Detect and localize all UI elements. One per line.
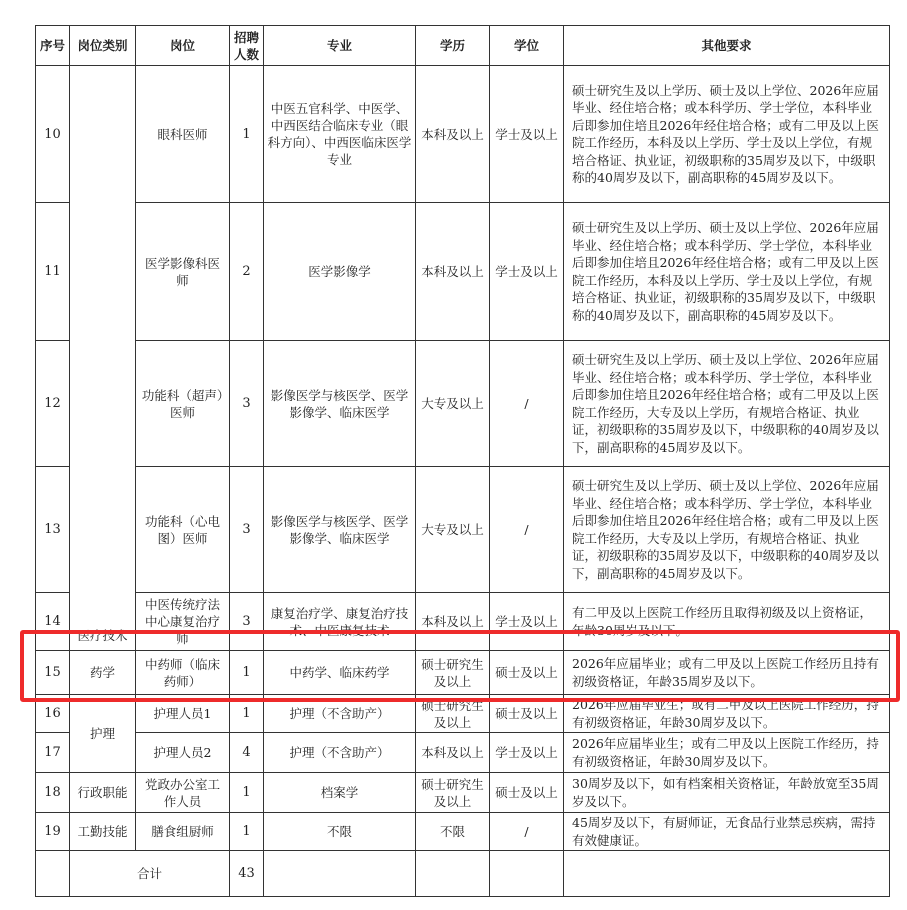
header-degree: 学位 bbox=[490, 26, 564, 66]
cell-category: 药学 bbox=[70, 651, 136, 695]
cell-count: 3 bbox=[230, 467, 264, 593]
cell-empty bbox=[490, 851, 564, 897]
cell-count: 2 bbox=[230, 203, 264, 341]
cell-seq: 16 bbox=[36, 695, 70, 733]
cell-degree: 硕士及以上 bbox=[490, 695, 564, 733]
cell-category: 护理 bbox=[70, 695, 136, 773]
cell-education: 硕士研究生及以上 bbox=[416, 651, 490, 695]
cell-other: 硕士研究生及以上学历、硕士及以上学位、2026年应届毕业、经住培合格；或本科学历、学士学位，本科毕业后即参加住培且2026年经住培合格；或有二甲及以上医院工作经历，本科及以上学历、学士及以上学位，有规培合格证、执业证，初级职称的35周岁及以下，中级职称的40周岁及以下，副高职称的45周岁及以下。 bbox=[564, 203, 890, 341]
cell-other: 硕士研究生及以上学历、硕士及以上学位、2026年应届毕业、经住培合格；或本科学历、学士学位，本科毕业后即参加住培且2026年经住培合格；或有二甲及以上医院工作经历，大专及以上学历，有规培合格证、执业证，初级职称的35周岁及以下，中级职称的40周岁及以下，副高职称的45周岁及以下。 bbox=[564, 341, 890, 467]
cell-education: 硕士研究生及以上 bbox=[416, 773, 490, 813]
table-row bbox=[36, 813, 890, 851]
cell-degree: 学士及以上 bbox=[490, 733, 564, 773]
cell-major: 中药学、临床药学 bbox=[264, 651, 416, 695]
cell-other: 30周岁及以下，如有档案相关资格证，年龄放宽至35周岁及以下。 bbox=[564, 773, 890, 813]
header-other: 其他要求 bbox=[564, 26, 890, 66]
cell-degree: / bbox=[490, 341, 564, 467]
cell-post: 护理人员2 bbox=[136, 733, 230, 773]
recruitment-table bbox=[35, 25, 890, 897]
header-education: 学历 bbox=[416, 26, 490, 66]
cell-degree: 硕士及以上 bbox=[490, 773, 564, 813]
table-row bbox=[36, 203, 890, 341]
cell-degree: 硕士及以上 bbox=[490, 651, 564, 695]
cell-education: 大专及以上 bbox=[416, 467, 490, 593]
cell-empty bbox=[564, 851, 890, 897]
header-major: 专业 bbox=[264, 26, 416, 66]
table-row bbox=[36, 66, 890, 203]
cell-degree: 学士及以上 bbox=[490, 66, 564, 203]
cell-category: 医疗技术 bbox=[70, 66, 136, 651]
header-count: 招聘人数 bbox=[230, 26, 264, 66]
cell-count: 3 bbox=[230, 341, 264, 467]
header-post: 岗位 bbox=[136, 26, 230, 66]
cell-other: 45周岁及以下，有厨师证，无食品行业禁忌疾病，需持有效健康证。 bbox=[564, 813, 890, 851]
cell-major: 中医五官科学、中医学、中西医结合临床专业（眼科方向）、中西医临床医学专业 bbox=[264, 66, 416, 203]
cell-major: 档案学 bbox=[264, 773, 416, 813]
cell-education: 本科及以上 bbox=[416, 593, 490, 651]
cell-other: 2026年应届毕业生；或有二甲及以上医院工作经历，持有初级资格证，年龄30周岁及以下。 bbox=[564, 695, 890, 733]
cell-other: 有二甲及以上医院工作经历且取得初级及以上资格证，年龄30周岁及以下。 bbox=[564, 593, 890, 651]
cell-empty bbox=[264, 851, 416, 897]
cell-post: 功能科（超声）医师 bbox=[136, 341, 230, 467]
cell-education: 硕士研究生及以上 bbox=[416, 695, 490, 733]
cell-count: 1 bbox=[230, 66, 264, 203]
cell-major: 医学影像学 bbox=[264, 203, 416, 341]
table-row bbox=[36, 733, 890, 773]
cell-seq: 19 bbox=[36, 813, 70, 851]
cell-category: 工勤技能 bbox=[70, 813, 136, 851]
cell-post: 膳食组厨师 bbox=[136, 813, 230, 851]
cell-seq: 15 bbox=[36, 651, 70, 695]
header-category: 岗位类别 bbox=[70, 26, 136, 66]
cell-major: 影像医学与核医学、医学影像学、临床医学 bbox=[264, 341, 416, 467]
cell-major: 影像医学与核医学、医学影像学、临床医学 bbox=[264, 467, 416, 593]
cell-empty bbox=[416, 851, 490, 897]
cell-seq: 17 bbox=[36, 733, 70, 773]
cell-education: 本科及以上 bbox=[416, 66, 490, 203]
cell-education: 大专及以上 bbox=[416, 341, 490, 467]
cell-major: 护理（不含助产） bbox=[264, 695, 416, 733]
cell-seq: 13 bbox=[36, 467, 70, 593]
cell-post: 党政办公室工作人员 bbox=[136, 773, 230, 813]
cell-seq: 12 bbox=[36, 341, 70, 467]
cell-seq: 18 bbox=[36, 773, 70, 813]
cell-category: 行政职能 bbox=[70, 773, 136, 813]
cell-other: 2026年应届毕业生；或有二甲及以上医院工作经历，持有初级资格证，年龄30周岁及以下。 bbox=[564, 733, 890, 773]
table-row bbox=[36, 341, 890, 467]
total-count: 43 bbox=[230, 851, 264, 897]
cell-degree: 学士及以上 bbox=[490, 593, 564, 651]
total-row bbox=[36, 851, 890, 897]
header-row bbox=[36, 26, 890, 66]
cell-post: 护理人员1 bbox=[136, 695, 230, 733]
table-row bbox=[36, 467, 890, 593]
cell-count: 1 bbox=[230, 813, 264, 851]
cell-seq: 11 bbox=[36, 203, 70, 341]
cell-seq: 10 bbox=[36, 66, 70, 203]
cell-major: 不限 bbox=[264, 813, 416, 851]
cell-seq: 14 bbox=[36, 593, 70, 651]
cell-major: 护理（不含助产） bbox=[264, 733, 416, 773]
cell-other: 硕士研究生及以上学历、硕士及以上学位、2026年应届毕业、经住培合格；或本科学历、学士学位，本科毕业后即参加住培且2026年经住培合格；或有二甲及以上医院工作经历，大专及以上学历，有规培合格证、执业证，初级职称的35周岁及以下，中级职称的40周岁及以下，副高职称的45周岁及以下。 bbox=[564, 467, 890, 593]
cell-degree: 学士及以上 bbox=[490, 203, 564, 341]
cell-education: 不限 bbox=[416, 813, 490, 851]
cell-count: 1 bbox=[230, 695, 264, 733]
table-row bbox=[36, 593, 890, 651]
table-row bbox=[36, 773, 890, 813]
cell-post: 中药师（临床药师） bbox=[136, 651, 230, 695]
cell-post: 功能科（心电图）医师 bbox=[136, 467, 230, 593]
cell-count: 1 bbox=[230, 651, 264, 695]
cell-other: 硕士研究生及以上学历、硕士及以上学位、2026年应届毕业、经住培合格；或本科学历、学士学位，本科毕业后即参加住培且2026年经住培合格；或有二甲及以上医院工作经历，本科及以上学历、学士及以上学位，有规培合格证、执业证，初级职称的35周岁及以下，中级职称的40周岁及以下，副高职称的45周岁及以下。 bbox=[564, 66, 890, 203]
cell-seq-empty bbox=[36, 851, 70, 897]
cell-major: 康复治疗学、康复治疗技术、中医康复技术 bbox=[264, 593, 416, 651]
header-seq: 序号 bbox=[36, 26, 70, 66]
table-row bbox=[36, 695, 890, 733]
cell-education: 本科及以上 bbox=[416, 203, 490, 341]
total-label: 合计 bbox=[70, 851, 230, 897]
cell-post: 医学影像科医师 bbox=[136, 203, 230, 341]
cell-count: 4 bbox=[230, 733, 264, 773]
table-row bbox=[36, 651, 890, 695]
cell-post: 中医传统疗法中心康复治疗师 bbox=[136, 593, 230, 651]
cell-count: 3 bbox=[230, 593, 264, 651]
cell-education: 本科及以上 bbox=[416, 733, 490, 773]
cell-degree: / bbox=[490, 813, 564, 851]
cell-degree: / bbox=[490, 467, 564, 593]
cell-count: 1 bbox=[230, 773, 264, 813]
cell-post: 眼科医师 bbox=[136, 66, 230, 203]
cell-other: 2026年应届毕业；或有二甲及以上医院工作经历且持有初级资格证，年龄35周岁及以下。 bbox=[564, 651, 890, 695]
